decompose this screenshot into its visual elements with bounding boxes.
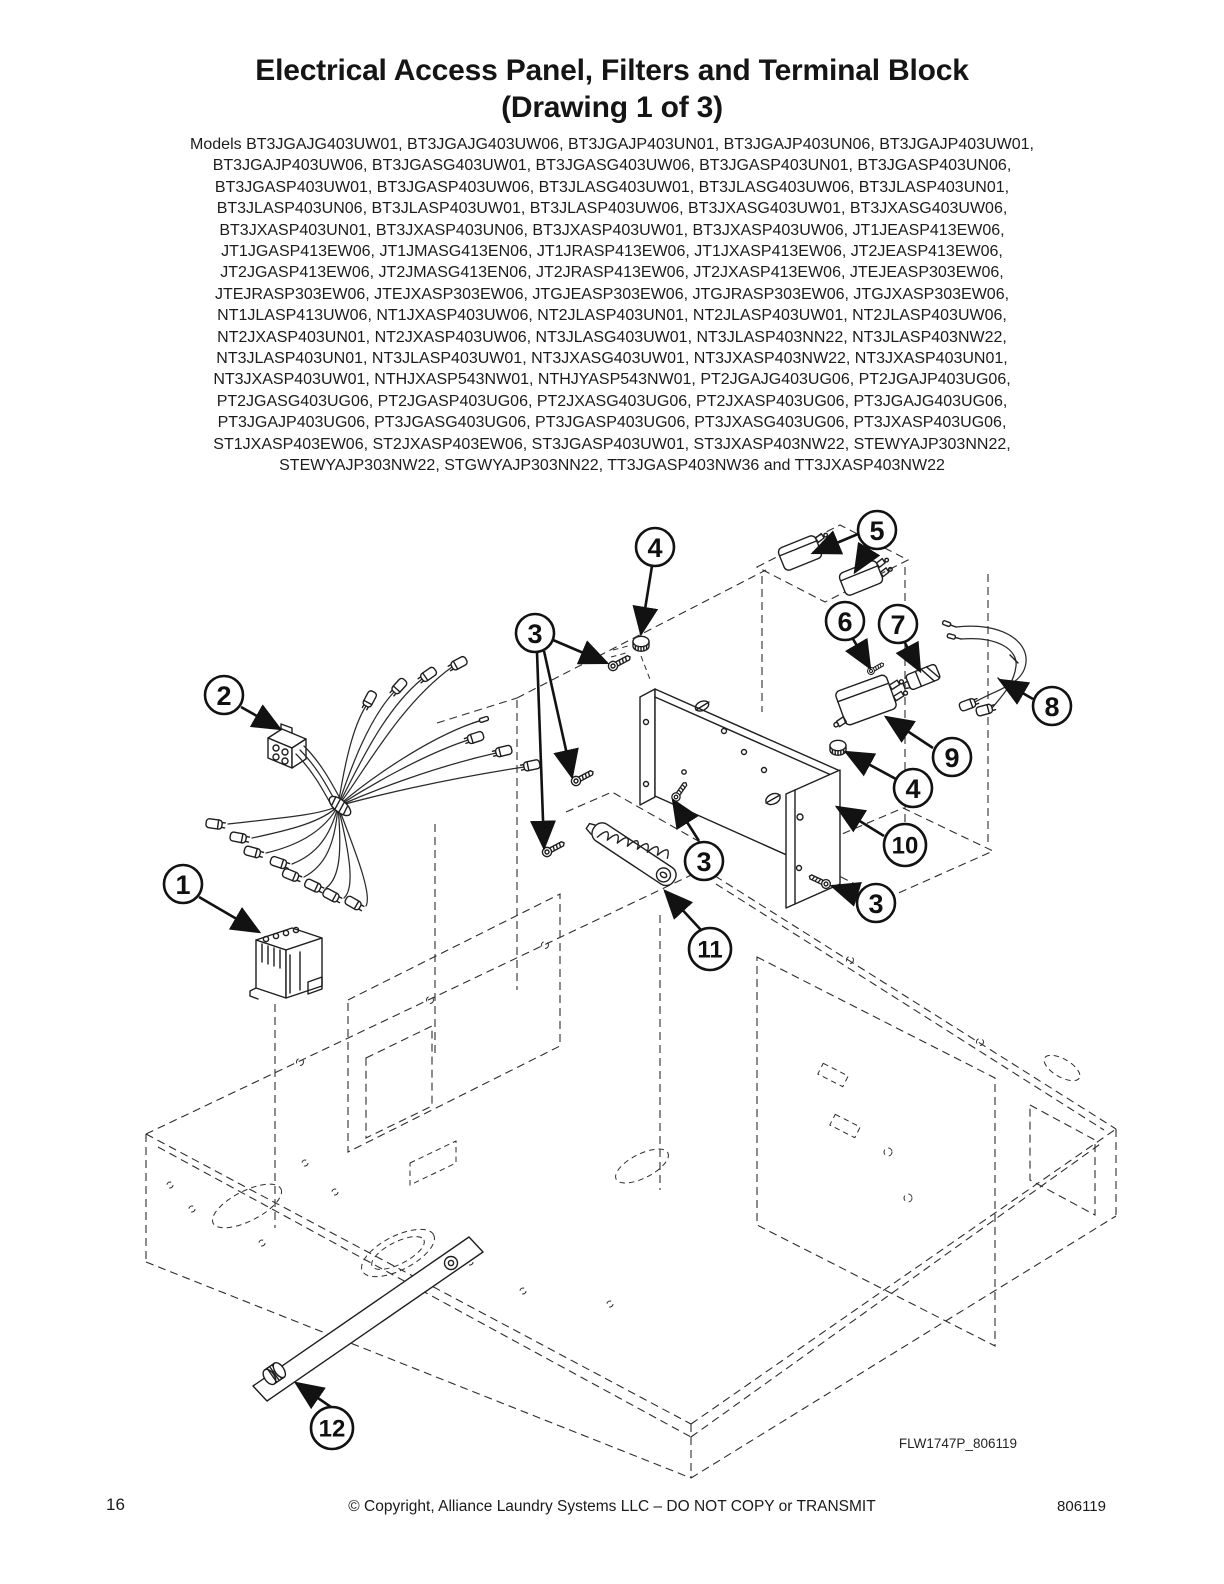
- copyright-notice: © Copyright, Alliance Laundry Systems LLC – DO NOT COPY or TRANSMIT: [348, 1498, 876, 1515]
- model-list-line: PT3JGAJP403UG06, PT3JGASG403UG06, PT3JGASP403UG06, PT3JXASG403UG06, PT3JXASP403UG06,: [217, 414, 1007, 432]
- model-list-line: BT3JXASP403UN01, BT3JXASP403UN06, BT3JXASP403UW01, BT3JXASP403UW06, JT1JEASP413EW06,: [219, 221, 1005, 239]
- callout-10: [884, 824, 926, 866]
- callout-3c: [857, 884, 895, 922]
- divider-wall: [348, 894, 560, 1152]
- model-list-line: Models BT3JGAJG403UW01, BT3JGAJG403UW06, BT3JGAJP403UN01, BT3JGAJP403UN06, BT3JGAJP403UW01,: [190, 136, 1034, 153]
- figure-code: FLW1747P_806119: [898, 1436, 1017, 1451]
- callout-6: [826, 602, 864, 640]
- model-list-line: BT3JLASP403UN06, BT3JLASP403UW01, BT3JLASP403UW06, BT3JXASG403UW01, BT3JXASG403UW06,: [216, 200, 1008, 218]
- harness-connector: [268, 724, 306, 768]
- svg-text:12: 12: [318, 1415, 346, 1443]
- callout-8: [1033, 687, 1071, 725]
- callout-1: [164, 865, 202, 903]
- callout-9: [933, 738, 971, 776]
- wire-assembly: [942, 620, 1026, 716]
- svg-text:6: 6: [837, 607, 853, 637]
- title-line-1: Electrical Access Panel, Filters and Terminal Block: [255, 54, 969, 87]
- wire-harness: [206, 656, 541, 913]
- model-list-line: ST1JXASP403EW06, ST2JXASP403EW06, ST3JGASP403UW01, ST3JXASP403NW22, STEWYAJP303NN22,: [213, 435, 1011, 453]
- suppressor: [901, 664, 941, 693]
- filter: [777, 530, 834, 572]
- callout-12: [311, 1407, 353, 1449]
- model-list-line: NT3JLASP403UN01, NT3JLASP403UW01, NT3JXASG403UW01, NT3JXASP403NW22, NT3JXASP403UN01,: [216, 350, 1008, 368]
- svg-text:4: 4: [647, 533, 663, 563]
- page-number: 16: [106, 1495, 125, 1514]
- model-list-line: BT3JGASP403UW01, BT3JGASP403UW06, BT3JLASG403UW01, BT3JLASG403UW06, BT3JLASP403UN01,: [214, 178, 1010, 196]
- filter: [838, 555, 895, 597]
- model-list-line: NT3JXASP403UW01, NTHJXASP543NW01, NTHJYASP543NW01, PT2JGAJG403UG06, PT2JGAJP403UG06,: [213, 371, 1011, 389]
- model-list-line: BT3JGAJP403UW06, BT3JGASG403UW01, BT3JGASG403UW06, BT3JGASP403UN01, BT3JGASP403UN06,: [212, 157, 1012, 175]
- callout-3: [516, 614, 554, 652]
- callout-11: [689, 928, 731, 970]
- harness-pin: [472, 716, 488, 725]
- callout-4b: [894, 769, 932, 807]
- interior-upright-panel: [757, 957, 995, 1346]
- model-list-line: STEWYAJP303NW22, STGWYAJP303NN22, TT3JGASP403NW36 and TT3JXASP403NW22: [279, 457, 945, 475]
- model-list-line: JTEJRASP303EW06, JTEJXASP303EW06, JTGJEASP303EW06, JTGJRASP303EW06, JTGJXASP303EW06,: [214, 285, 1010, 303]
- svg-text:11: 11: [697, 936, 723, 964]
- callout-5: [858, 511, 896, 549]
- svg-text:3: 3: [527, 619, 543, 649]
- model-list-line: NT1JLASP413UW06, NT1JXASP403UW06, NT2JLASP403UN01, NT2JLASP403UW01, NT2JLASP403UW06,: [217, 307, 1007, 325]
- model-list-line: JT1JGASP413EW06, JT1JMASG413EN06, JT1JRASP413EW06, JT1JXASP413EW06, JT2JEASP413EW06,: [221, 243, 1003, 261]
- svg-text:9: 9: [944, 743, 960, 773]
- svg-text:4: 4: [905, 774, 921, 804]
- svg-text:1: 1: [175, 870, 191, 900]
- title-line-2: (Drawing 1 of 3): [501, 91, 723, 124]
- line-filter: [823, 669, 911, 730]
- model-list-line: JT2JGASP413EW06, JT2JMASG413EN06, JT2JRASP413EW06, JT2JXASP413EW06, JTEJEASP303EW06,: [220, 264, 1004, 282]
- callout-7: [879, 605, 917, 643]
- document-number: 806119: [1057, 1498, 1106, 1515]
- model-list-line: NT2JXASP403UN01, NT2JXASP403UW06, NT3JLASG403UW01, NT3JLASP403NN22, NT3JLASP403NW22,: [217, 328, 1007, 346]
- model-list-line: PT2JGASG403UG06, PT2JGASP403UG06, PT2JXASG403UG06, PT2JXASP403UG06, PT3JGAJG403UG06,: [216, 392, 1008, 410]
- svg-text:3: 3: [868, 889, 884, 919]
- svg-text:2: 2: [216, 681, 232, 711]
- wall-cutout: [366, 1026, 432, 1138]
- callout-4: [636, 528, 674, 566]
- terminal-block: [583, 806, 686, 889]
- contactor: [250, 927, 322, 999]
- svg-text:8: 8: [1044, 692, 1060, 722]
- callout-2: [205, 676, 243, 714]
- svg-text:7: 7: [890, 610, 906, 640]
- svg-text:3: 3: [696, 847, 712, 877]
- svg-text:10: 10: [891, 832, 919, 860]
- svg-text:5: 5: [869, 516, 885, 546]
- callout-3b: [685, 842, 723, 880]
